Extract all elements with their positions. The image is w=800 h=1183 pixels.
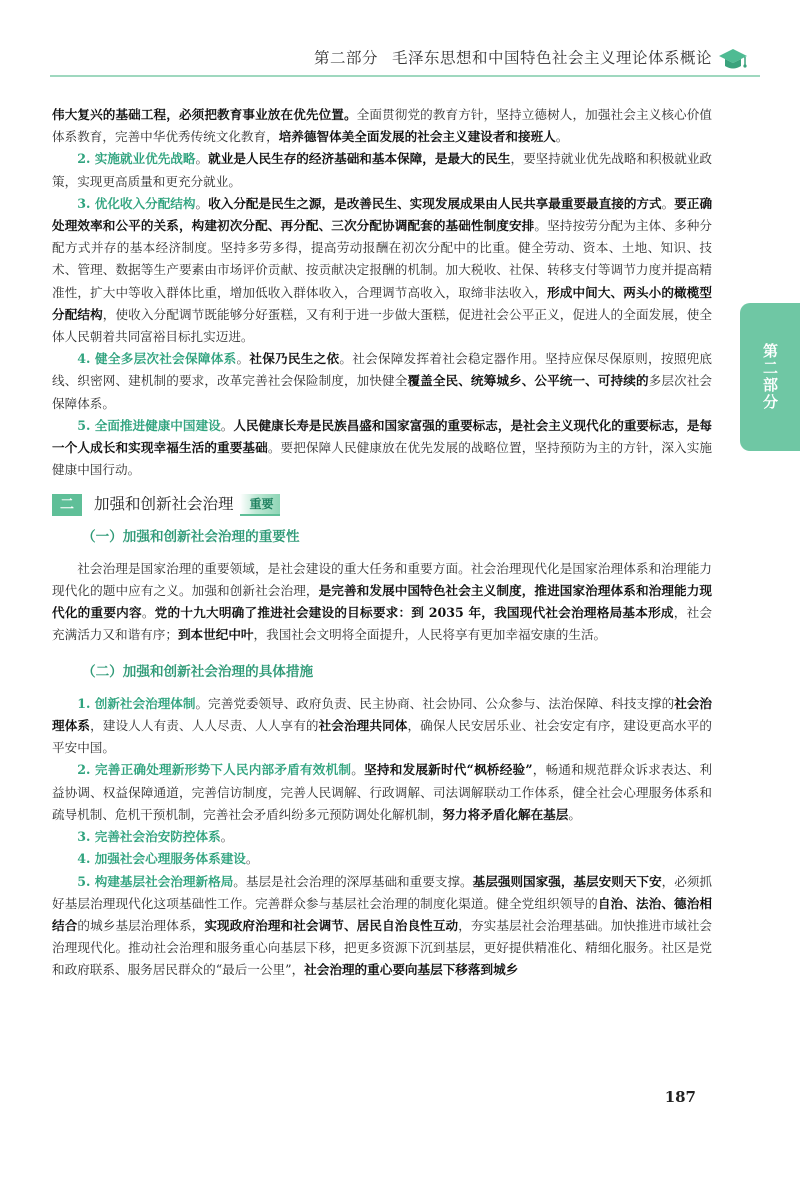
importance-badge: 重要 <box>240 494 280 516</box>
subsection-heading-measures: （二）加强和创新社会治理的具体措施 <box>82 663 314 680</box>
measure-grassroots-governance: 5. 构建基层社会治理新格局。基层是社会治理的深厚基础和重要支撑。基层强则国家强，基层安则天下安，必须抓好基层治理现代化这项基础性工作。完善群众参与基层社会治理的制度化渠道。健全党组织领导的自治、法治、德治相结合的城乡基层治理体系，实现政府治理和社会调节、居民自治良性互动，夯实基层社会治理基础。加快推进市域社会治理现代化。推动社会治理和服务重心向基层下移，把更多资源下沉到基层，更好提供精准化、精细化服务。社区是党和政府联系、服务居民群众的“最后一公里”，社会治理的重心要向基层下移落到城乡 <box>52 873 713 978</box>
running-head-part: 第二部分 <box>313 49 378 67</box>
section-heading-social-governance <box>52 493 712 515</box>
item-social-security: 4. 健全多层次社会保障体系。社保乃民生之依。社会保障发挥着社会稳定器作用。坚持应保尽保原则，按照兜底线、织密网、建机制的要求，改革完善社会保险制度，加快健全覆盖全民、统筹城乡、公平统一、可持续的多层次社会保障体系。 <box>52 351 713 411</box>
section-title: 加强和创新社会治理 <box>94 495 234 514</box>
paragraph-intro: 伟大复兴的基础工程，必须把教育事业放在优先位置。全面贯彻党的教育方针，坚持立德树人，加强社会主义核心价值体系教育，完善中华优秀传统文化教育，培养德智体美全面发展的社会主义建设者和接班人。 <box>52 107 713 145</box>
measure-public-security: 3. 完善社会治安防控体系。 <box>77 829 234 845</box>
running-head <box>314 46 712 68</box>
page-body <box>52 104 712 982</box>
page-number: 187 <box>664 1088 696 1106</box>
item-income-distribution: 3. 优化收入分配结构。收入分配是民生之源，是改善民生、实现发展成果由人民共享最重要最直接的方式。要正确处理效率和公平的关系，构建初次分配、再分配、三次分配协调配套的基础性制度安排。坚持按劳分配为主体、多种分配方式并存的基本经济制度。坚持多劳多得，提高劳动报酬在初次分配中的比重。健全劳动、资本、土地、知识、技术、管理、数据等生产要素由市场评价贡献、按贡献决定报酬的机制。加大税收、社保、转移支付等调节力度并提高精准性，扩大中等收入群体比重，增加低收入群体收入，合理调节高收入，取缔非法收入，形成中间大、两头小的橄榄型分配结构，使收入分配调节既能够分好蛋糕，又有利于进一步做大蛋糕，促进社会公平正义，促进人的全面发展，使全体人民朝着共同富裕目标扎实迈进。 <box>52 195 713 345</box>
measure-psychological-services: 4. 加强社会心理服务体系建设。 <box>77 851 259 867</box>
subsection-heading-importance: （一）加强和创新社会治理的重要性 <box>82 528 300 545</box>
header-divider <box>50 75 760 77</box>
item-healthy-china: 5. 全面推进健康中国建设。人民健康长寿是民族昌盛和国家富强的重要标志，是社会主义现代化的重要标志，是每一个人成长和实现幸福生活的重要基础。要把保障人民健康放在优先发展的战略位置，坚持预防为主的方针，深入实施健康中国行动。 <box>52 417 713 478</box>
item-employment: 2. 实施就业优先战略。就业是人民生存的经济基础和基本保障，是最大的民生，要坚持就业优先战略和积极就业政策，实现更高质量和更充分就业。 <box>52 151 713 189</box>
side-tab-label: 第二部分 <box>761 343 779 411</box>
measure-internal-contradictions: 2. 完善正确处理新形势下人民内部矛盾有效机制。坚持和发展新时代“枫桥经验”，畅通和规范群众诉求表达、利益协调、权益保障通道，完善信访制度，完善人民调解、行政调解、司法调解联动工作体系，健全社会心理服务体系和疏导机制、危机干预机制，完善社会矛盾纠纷多元预防调处化解机制，努力将矛盾化解在基层。 <box>52 762 712 822</box>
graduation-cap-icon <box>718 46 748 72</box>
section-number: 二 <box>52 494 82 516</box>
paragraph-importance: 社会治理是国家治理的重要领域，是社会建设的重大任务和重要方面。社会治理现代化是国家治理体系和治理能力现代化的题中应有之义。加强和创新社会治理，是完善和发展中国特色社会主义制度，推进国家治理体系和治理能力现代化的重要内容。党的十九大明确了推进社会建设的目标要求：到 2035 年，我国现代社会治理格局基本形成，社会充满活力又和谐有序；到本世纪中叶，我国社会文明将全面提升，人民将享有更加幸福安康的生活。 <box>52 560 713 643</box>
side-tab-part-two <box>740 303 800 451</box>
page-header <box>0 40 800 76</box>
running-head-title: 毛泽东思想和中国特色社会主义理论体系概论 <box>391 49 712 67</box>
measure-governance-system: 1. 创新社会治理体制。完善党委领导、政府负责、民主协商、社会协同、公众参与、法治保障、科技支撑的社会治理体系，建设人人有责、人人尽责、人人享有的社会治理共同体，确保人民安居乐业、社会安定有序，建设更高水平的平安中国。 <box>52 695 713 756</box>
